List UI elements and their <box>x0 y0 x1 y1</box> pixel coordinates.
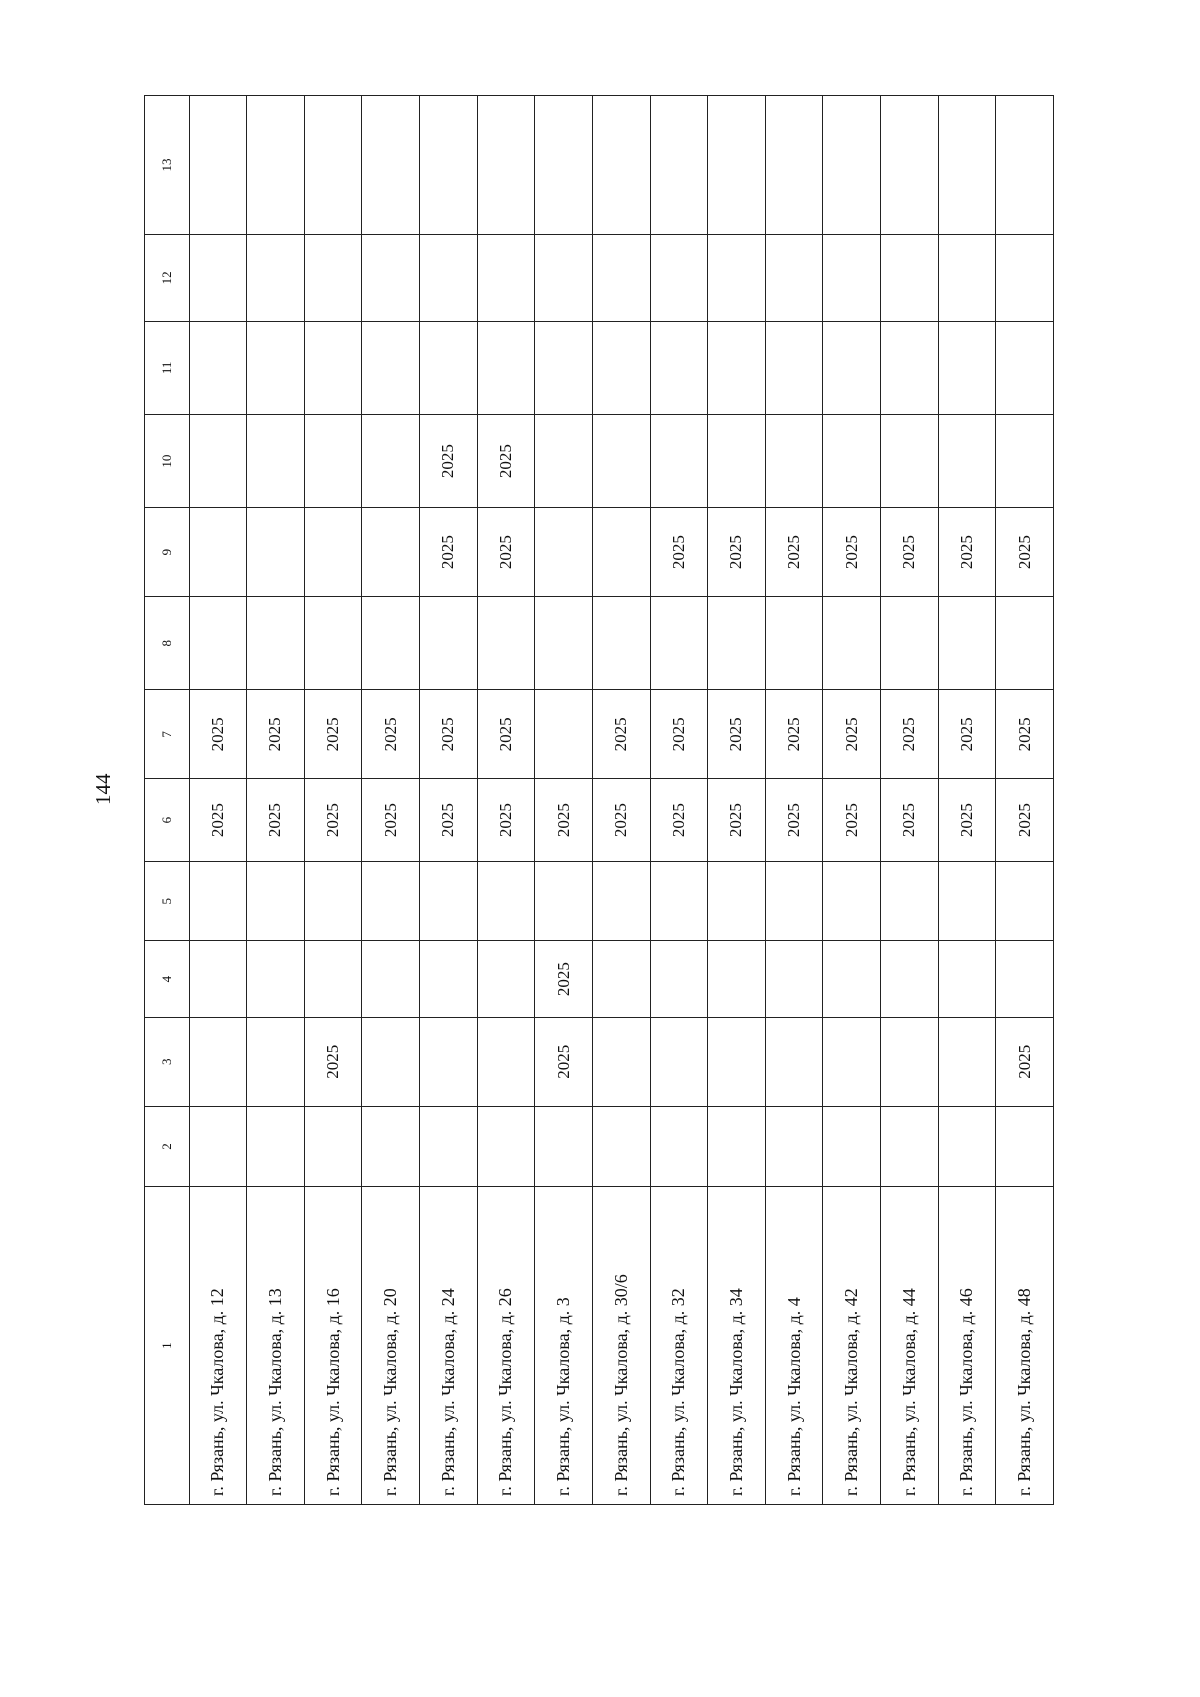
year-cell-col-3 <box>938 1017 996 1106</box>
year-cell-col-9: 2025 <box>477 508 535 597</box>
address-cell: г. Рязань, ул. Чкалова, д. 48 <box>996 1187 1054 1505</box>
table-row <box>420 96 478 1505</box>
year-cell-col-8 <box>823 597 881 690</box>
year-cell-col-13 <box>708 96 766 235</box>
year-cell-col-8 <box>765 597 823 690</box>
year-cell-col-13 <box>189 96 247 235</box>
table-row <box>996 96 1054 1505</box>
year-cell-col-10 <box>823 414 881 507</box>
column-header-2: 2 <box>145 1106 190 1187</box>
table-row <box>592 96 650 1505</box>
year-cell-col-11 <box>996 321 1054 414</box>
year-cell-col-3 <box>420 1017 478 1106</box>
year-cell-col-13 <box>592 96 650 235</box>
year-cell-col-6: 2025 <box>881 779 939 862</box>
year-cell-col-4 <box>881 941 939 1017</box>
year-cell-col-8 <box>650 597 708 690</box>
year-cell-col-13 <box>420 96 478 235</box>
year-cell-col-7: 2025 <box>247 690 305 779</box>
table-container <box>144 95 1054 1505</box>
year-cell-col-13 <box>881 96 939 235</box>
year-cell-col-3 <box>362 1017 420 1106</box>
header-row <box>145 96 190 1505</box>
year-cell-col-11 <box>189 321 247 414</box>
year-cell-col-3 <box>650 1017 708 1106</box>
address-cell: г. Рязань, ул. Чкалова, д. 46 <box>938 1187 996 1505</box>
address-cell: г. Рязань, ул. Чкалова, д. 30/6 <box>592 1187 650 1505</box>
table-row <box>881 96 939 1505</box>
year-cell-col-2 <box>881 1106 939 1187</box>
year-cell-col-6: 2025 <box>535 779 593 862</box>
year-cell-col-4 <box>420 941 478 1017</box>
year-cell-col-7: 2025 <box>420 690 478 779</box>
year-cell-col-6: 2025 <box>420 779 478 862</box>
year-cell-col-6: 2025 <box>477 779 535 862</box>
year-cell-col-2 <box>535 1106 593 1187</box>
year-cell-col-5 <box>650 861 708 940</box>
year-cell-col-2 <box>708 1106 766 1187</box>
year-cell-col-12 <box>938 234 996 321</box>
year-cell-col-5 <box>765 861 823 940</box>
address-cell: г. Рязань, ул. Чкалова, д. 34 <box>708 1187 766 1505</box>
year-cell-col-12 <box>996 234 1054 321</box>
year-cell-col-8 <box>420 597 478 690</box>
year-cell-col-2 <box>304 1106 362 1187</box>
year-cell-col-7: 2025 <box>708 690 766 779</box>
year-cell-col-10 <box>535 414 593 507</box>
table-body <box>145 96 1054 1505</box>
year-cell-col-3: 2025 <box>996 1017 1054 1106</box>
address-cell: г. Рязань, ул. Чкалова, д. 13 <box>247 1187 305 1505</box>
column-header-6: 6 <box>145 779 190 862</box>
year-cell-col-11 <box>304 321 362 414</box>
year-cell-col-5 <box>592 861 650 940</box>
year-cell-col-3 <box>477 1017 535 1106</box>
table-row <box>708 96 766 1505</box>
year-cell-col-9 <box>592 508 650 597</box>
year-cell-col-6: 2025 <box>247 779 305 862</box>
address-cell: г. Рязань, ул. Чкалова, д. 20 <box>362 1187 420 1505</box>
year-cell-col-13 <box>535 96 593 235</box>
year-cell-col-11 <box>765 321 823 414</box>
year-cell-col-9: 2025 <box>881 508 939 597</box>
year-cell-col-11 <box>881 321 939 414</box>
address-cell: г. Рязань, ул. Чкалова, д. 4 <box>765 1187 823 1505</box>
year-cell-col-6: 2025 <box>304 779 362 862</box>
year-cell-col-6: 2025 <box>650 779 708 862</box>
year-cell-col-8 <box>708 597 766 690</box>
year-cell-col-5 <box>881 861 939 940</box>
year-cell-col-4 <box>823 941 881 1017</box>
year-cell-col-3: 2025 <box>535 1017 593 1106</box>
year-cell-col-7: 2025 <box>477 690 535 779</box>
year-cell-col-10 <box>304 414 362 507</box>
table-row <box>247 96 305 1505</box>
year-cell-col-2 <box>420 1106 478 1187</box>
table-row <box>304 96 362 1505</box>
year-cell-col-5 <box>420 861 478 940</box>
year-cell-col-12 <box>362 234 420 321</box>
year-cell-col-11 <box>938 321 996 414</box>
address-cell: г. Рязань, ул. Чкалова, д. 42 <box>823 1187 881 1505</box>
year-cell-col-4 <box>708 941 766 1017</box>
year-cell-col-9 <box>362 508 420 597</box>
year-cell-col-8 <box>362 597 420 690</box>
year-cell-col-3 <box>708 1017 766 1106</box>
year-cell-col-13 <box>650 96 708 235</box>
year-cell-col-2 <box>189 1106 247 1187</box>
year-cell-col-7: 2025 <box>765 690 823 779</box>
year-cell-col-10 <box>189 414 247 507</box>
year-cell-col-9: 2025 <box>420 508 478 597</box>
year-cell-col-2 <box>362 1106 420 1187</box>
year-cell-col-8 <box>477 597 535 690</box>
column-header-1: 1 <box>145 1187 190 1505</box>
year-cell-col-10 <box>708 414 766 507</box>
column-header-11: 11 <box>145 321 190 414</box>
year-cell-col-12 <box>304 234 362 321</box>
year-cell-col-3: 2025 <box>304 1017 362 1106</box>
year-cell-col-12 <box>823 234 881 321</box>
year-cell-col-5 <box>823 861 881 940</box>
year-cell-col-8 <box>996 597 1054 690</box>
year-cell-col-7: 2025 <box>304 690 362 779</box>
year-cell-col-10 <box>765 414 823 507</box>
year-cell-col-11 <box>650 321 708 414</box>
year-cell-col-8 <box>535 597 593 690</box>
year-cell-col-4 <box>189 941 247 1017</box>
year-cell-col-12 <box>189 234 247 321</box>
year-cell-col-10 <box>592 414 650 507</box>
year-cell-col-12 <box>765 234 823 321</box>
column-header-4: 4 <box>145 941 190 1017</box>
year-cell-col-8 <box>938 597 996 690</box>
year-cell-col-6: 2025 <box>765 779 823 862</box>
year-cell-col-8 <box>189 597 247 690</box>
address-cell: г. Рязань, ул. Чкалова, д. 3 <box>535 1187 593 1505</box>
year-cell-col-12 <box>477 234 535 321</box>
year-cell-col-11 <box>823 321 881 414</box>
year-cell-col-4 <box>592 941 650 1017</box>
column-header-12: 12 <box>145 234 190 321</box>
year-cell-col-12 <box>535 234 593 321</box>
year-cell-col-9 <box>247 508 305 597</box>
year-cell-col-4 <box>477 941 535 1017</box>
year-cell-col-4 <box>938 941 996 1017</box>
table-row <box>765 96 823 1505</box>
year-cell-col-9: 2025 <box>765 508 823 597</box>
table-row <box>535 96 593 1505</box>
address-cell: г. Рязань, ул. Чкалова, д. 44 <box>881 1187 939 1505</box>
column-header-13: 13 <box>145 96 190 235</box>
year-cell-col-12 <box>592 234 650 321</box>
year-cell-col-11 <box>247 321 305 414</box>
year-cell-col-13 <box>823 96 881 235</box>
column-header-5: 5 <box>145 861 190 940</box>
column-header-8: 8 <box>145 597 190 690</box>
table-row <box>477 96 535 1505</box>
year-cell-col-7: 2025 <box>592 690 650 779</box>
year-cell-col-5 <box>996 861 1054 940</box>
year-cell-col-6: 2025 <box>708 779 766 862</box>
year-cell-col-13 <box>477 96 535 235</box>
year-cell-col-9: 2025 <box>708 508 766 597</box>
year-cell-col-7: 2025 <box>938 690 996 779</box>
year-cell-col-13 <box>765 96 823 235</box>
year-cell-col-2 <box>650 1106 708 1187</box>
year-cell-col-10 <box>362 414 420 507</box>
year-cell-col-2 <box>765 1106 823 1187</box>
year-cell-col-4 <box>362 941 420 1017</box>
year-cell-col-2 <box>477 1106 535 1187</box>
year-cell-col-4 <box>304 941 362 1017</box>
year-cell-col-3 <box>765 1017 823 1106</box>
year-cell-col-9: 2025 <box>823 508 881 597</box>
year-cell-col-7: 2025 <box>996 690 1054 779</box>
year-cell-col-9 <box>189 508 247 597</box>
year-cell-col-6: 2025 <box>996 779 1054 862</box>
address-cell: г. Рязань, ул. Чкалова, д. 24 <box>420 1187 478 1505</box>
year-cell-col-10 <box>881 414 939 507</box>
table-row <box>938 96 996 1505</box>
year-cell-col-10 <box>247 414 305 507</box>
column-header-3: 3 <box>145 1017 190 1106</box>
year-cell-col-9: 2025 <box>938 508 996 597</box>
year-cell-col-5 <box>362 861 420 940</box>
year-cell-col-3 <box>823 1017 881 1106</box>
year-cell-col-5 <box>477 861 535 940</box>
year-cell-col-5 <box>535 861 593 940</box>
table-row <box>362 96 420 1505</box>
year-cell-col-10 <box>996 414 1054 507</box>
year-cell-col-2 <box>592 1106 650 1187</box>
year-cell-col-13 <box>304 96 362 235</box>
year-cell-col-6: 2025 <box>592 779 650 862</box>
year-cell-col-5 <box>247 861 305 940</box>
year-cell-col-8 <box>881 597 939 690</box>
year-cell-col-12 <box>650 234 708 321</box>
column-header-9: 9 <box>145 508 190 597</box>
column-header-10: 10 <box>145 414 190 507</box>
year-cell-col-7 <box>535 690 593 779</box>
column-header-7: 7 <box>145 690 190 779</box>
year-cell-col-4 <box>765 941 823 1017</box>
page-number: 144 <box>91 773 115 805</box>
year-cell-col-7: 2025 <box>650 690 708 779</box>
table-row <box>650 96 708 1505</box>
year-cell-col-11 <box>477 321 535 414</box>
year-cell-col-7: 2025 <box>823 690 881 779</box>
table-row <box>823 96 881 1505</box>
year-cell-col-8 <box>592 597 650 690</box>
year-cell-col-9 <box>535 508 593 597</box>
year-cell-col-5 <box>938 861 996 940</box>
year-cell-col-10: 2025 <box>420 414 478 507</box>
address-cell: г. Рязань, ул. Чкалова, д. 12 <box>189 1187 247 1505</box>
year-cell-col-12 <box>881 234 939 321</box>
year-cell-col-2 <box>247 1106 305 1187</box>
year-cell-col-13 <box>362 96 420 235</box>
year-cell-col-8 <box>304 597 362 690</box>
address-cell: г. Рязань, ул. Чкалова, д. 32 <box>650 1187 708 1505</box>
year-cell-col-6: 2025 <box>189 779 247 862</box>
table-row <box>189 96 247 1505</box>
year-cell-col-3 <box>592 1017 650 1106</box>
year-cell-col-7: 2025 <box>881 690 939 779</box>
address-cell: г. Рязань, ул. Чкалова, д. 16 <box>304 1187 362 1505</box>
year-cell-col-6: 2025 <box>823 779 881 862</box>
year-cell-col-2 <box>823 1106 881 1187</box>
year-cell-col-9: 2025 <box>650 508 708 597</box>
schedule-table <box>144 95 1054 1505</box>
year-cell-col-13 <box>247 96 305 235</box>
address-cell: г. Рязань, ул. Чкалова, д. 26 <box>477 1187 535 1505</box>
year-cell-col-7: 2025 <box>362 690 420 779</box>
year-cell-col-9 <box>304 508 362 597</box>
year-cell-col-10 <box>650 414 708 507</box>
year-cell-col-10 <box>938 414 996 507</box>
year-cell-col-11 <box>362 321 420 414</box>
year-cell-col-6: 2025 <box>362 779 420 862</box>
year-cell-col-11 <box>420 321 478 414</box>
year-cell-col-2 <box>938 1106 996 1187</box>
year-cell-col-9: 2025 <box>996 508 1054 597</box>
year-cell-col-4 <box>247 941 305 1017</box>
year-cell-col-13 <box>938 96 996 235</box>
year-cell-col-4: 2025 <box>535 941 593 1017</box>
year-cell-col-3 <box>189 1017 247 1106</box>
year-cell-col-11 <box>535 321 593 414</box>
year-cell-col-11 <box>708 321 766 414</box>
year-cell-col-8 <box>247 597 305 690</box>
year-cell-col-6: 2025 <box>938 779 996 862</box>
year-cell-col-12 <box>420 234 478 321</box>
year-cell-col-10: 2025 <box>477 414 535 507</box>
year-cell-col-5 <box>708 861 766 940</box>
year-cell-col-7: 2025 <box>189 690 247 779</box>
year-cell-col-12 <box>247 234 305 321</box>
year-cell-col-4 <box>996 941 1054 1017</box>
year-cell-col-12 <box>708 234 766 321</box>
year-cell-col-5 <box>189 861 247 940</box>
year-cell-col-5 <box>304 861 362 940</box>
year-cell-col-3 <box>247 1017 305 1106</box>
year-cell-col-3 <box>881 1017 939 1106</box>
year-cell-col-2 <box>996 1106 1054 1187</box>
year-cell-col-11 <box>592 321 650 414</box>
year-cell-col-13 <box>996 96 1054 235</box>
year-cell-col-4 <box>650 941 708 1017</box>
